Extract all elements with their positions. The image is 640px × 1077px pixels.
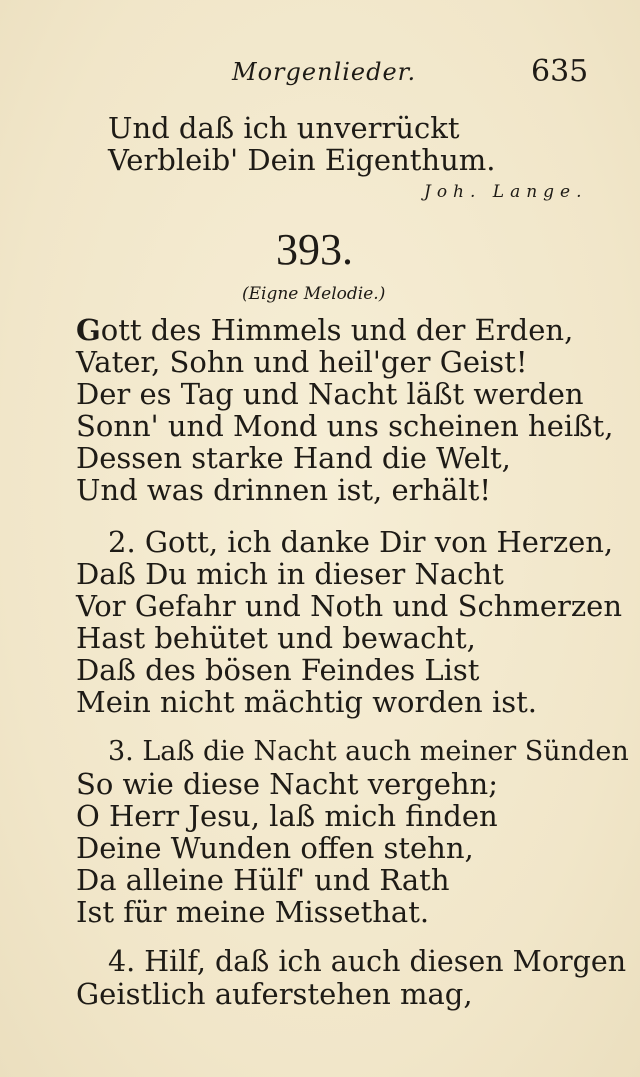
running-title: Morgenlieder. (232, 58, 417, 86)
stanza-2-line: Mein nicht mächtig worden ist. (76, 685, 537, 719)
previous-hymn-line: Und daß ich unverrückt (108, 111, 460, 145)
page-number: 635 (531, 54, 589, 89)
stanza-1-line: Sonn' und Mond uns scheinen heißt, (76, 409, 614, 443)
stanza-2-line: Hast behütet und bewacht, (76, 621, 476, 655)
stanza-2-line: 2. Gott, ich danke Dir von Herzen, (108, 525, 614, 559)
hymn-number: 393. (276, 225, 353, 274)
stanza-2-line: Daß des bösen Feindes List (76, 653, 480, 687)
author-attribution: Joh. Lange. (424, 182, 588, 202)
stanza-3-line: Ist für meine Missethat. (76, 895, 430, 929)
stanza-1-line: Und was drinnen ist, erhält! (76, 473, 492, 507)
stanza-4-line: Geistlich auferstehen mag, (76, 977, 473, 1011)
initial-letter: G (76, 313, 101, 347)
stanza-3-line: O Herr Jesu, laß mich finden (76, 799, 498, 833)
stanza-3-line: Da alleine Hülf' und Rath (76, 863, 450, 897)
melody-note: (Eigne Melodie.) (242, 284, 386, 304)
previous-hymn-line: Verbleib' Dein Eigenthum. (108, 143, 496, 177)
stanza-1-line (76, 314, 573, 346)
stanza-2-line: Vor Gefahr und Noth und Schmerzen (76, 589, 623, 623)
stanza-1-line: Dessen starke Hand die Welt, (76, 441, 511, 475)
stanza-1-line: Vater, Sohn und heil'ger Geist! (76, 345, 528, 379)
stanza-1-line: Der es Tag und Nacht läßt werden (76, 377, 584, 411)
stanza-2-line: Daß Du mich in dieser Nacht (76, 557, 504, 591)
stanza-4-line: 4. Hilf, daß ich auch diesen Morgen (108, 945, 627, 978)
stanza-3-line: So wie diese Nacht vergehn; (76, 767, 499, 801)
stanza-3-line: Deine Wunden offen stehn, (76, 831, 474, 865)
first-line-text: ott des Himmels und der Erden, (100, 313, 574, 347)
stanza-3-line: 3. Laß die Nacht auch meiner Sünden (108, 736, 629, 767)
